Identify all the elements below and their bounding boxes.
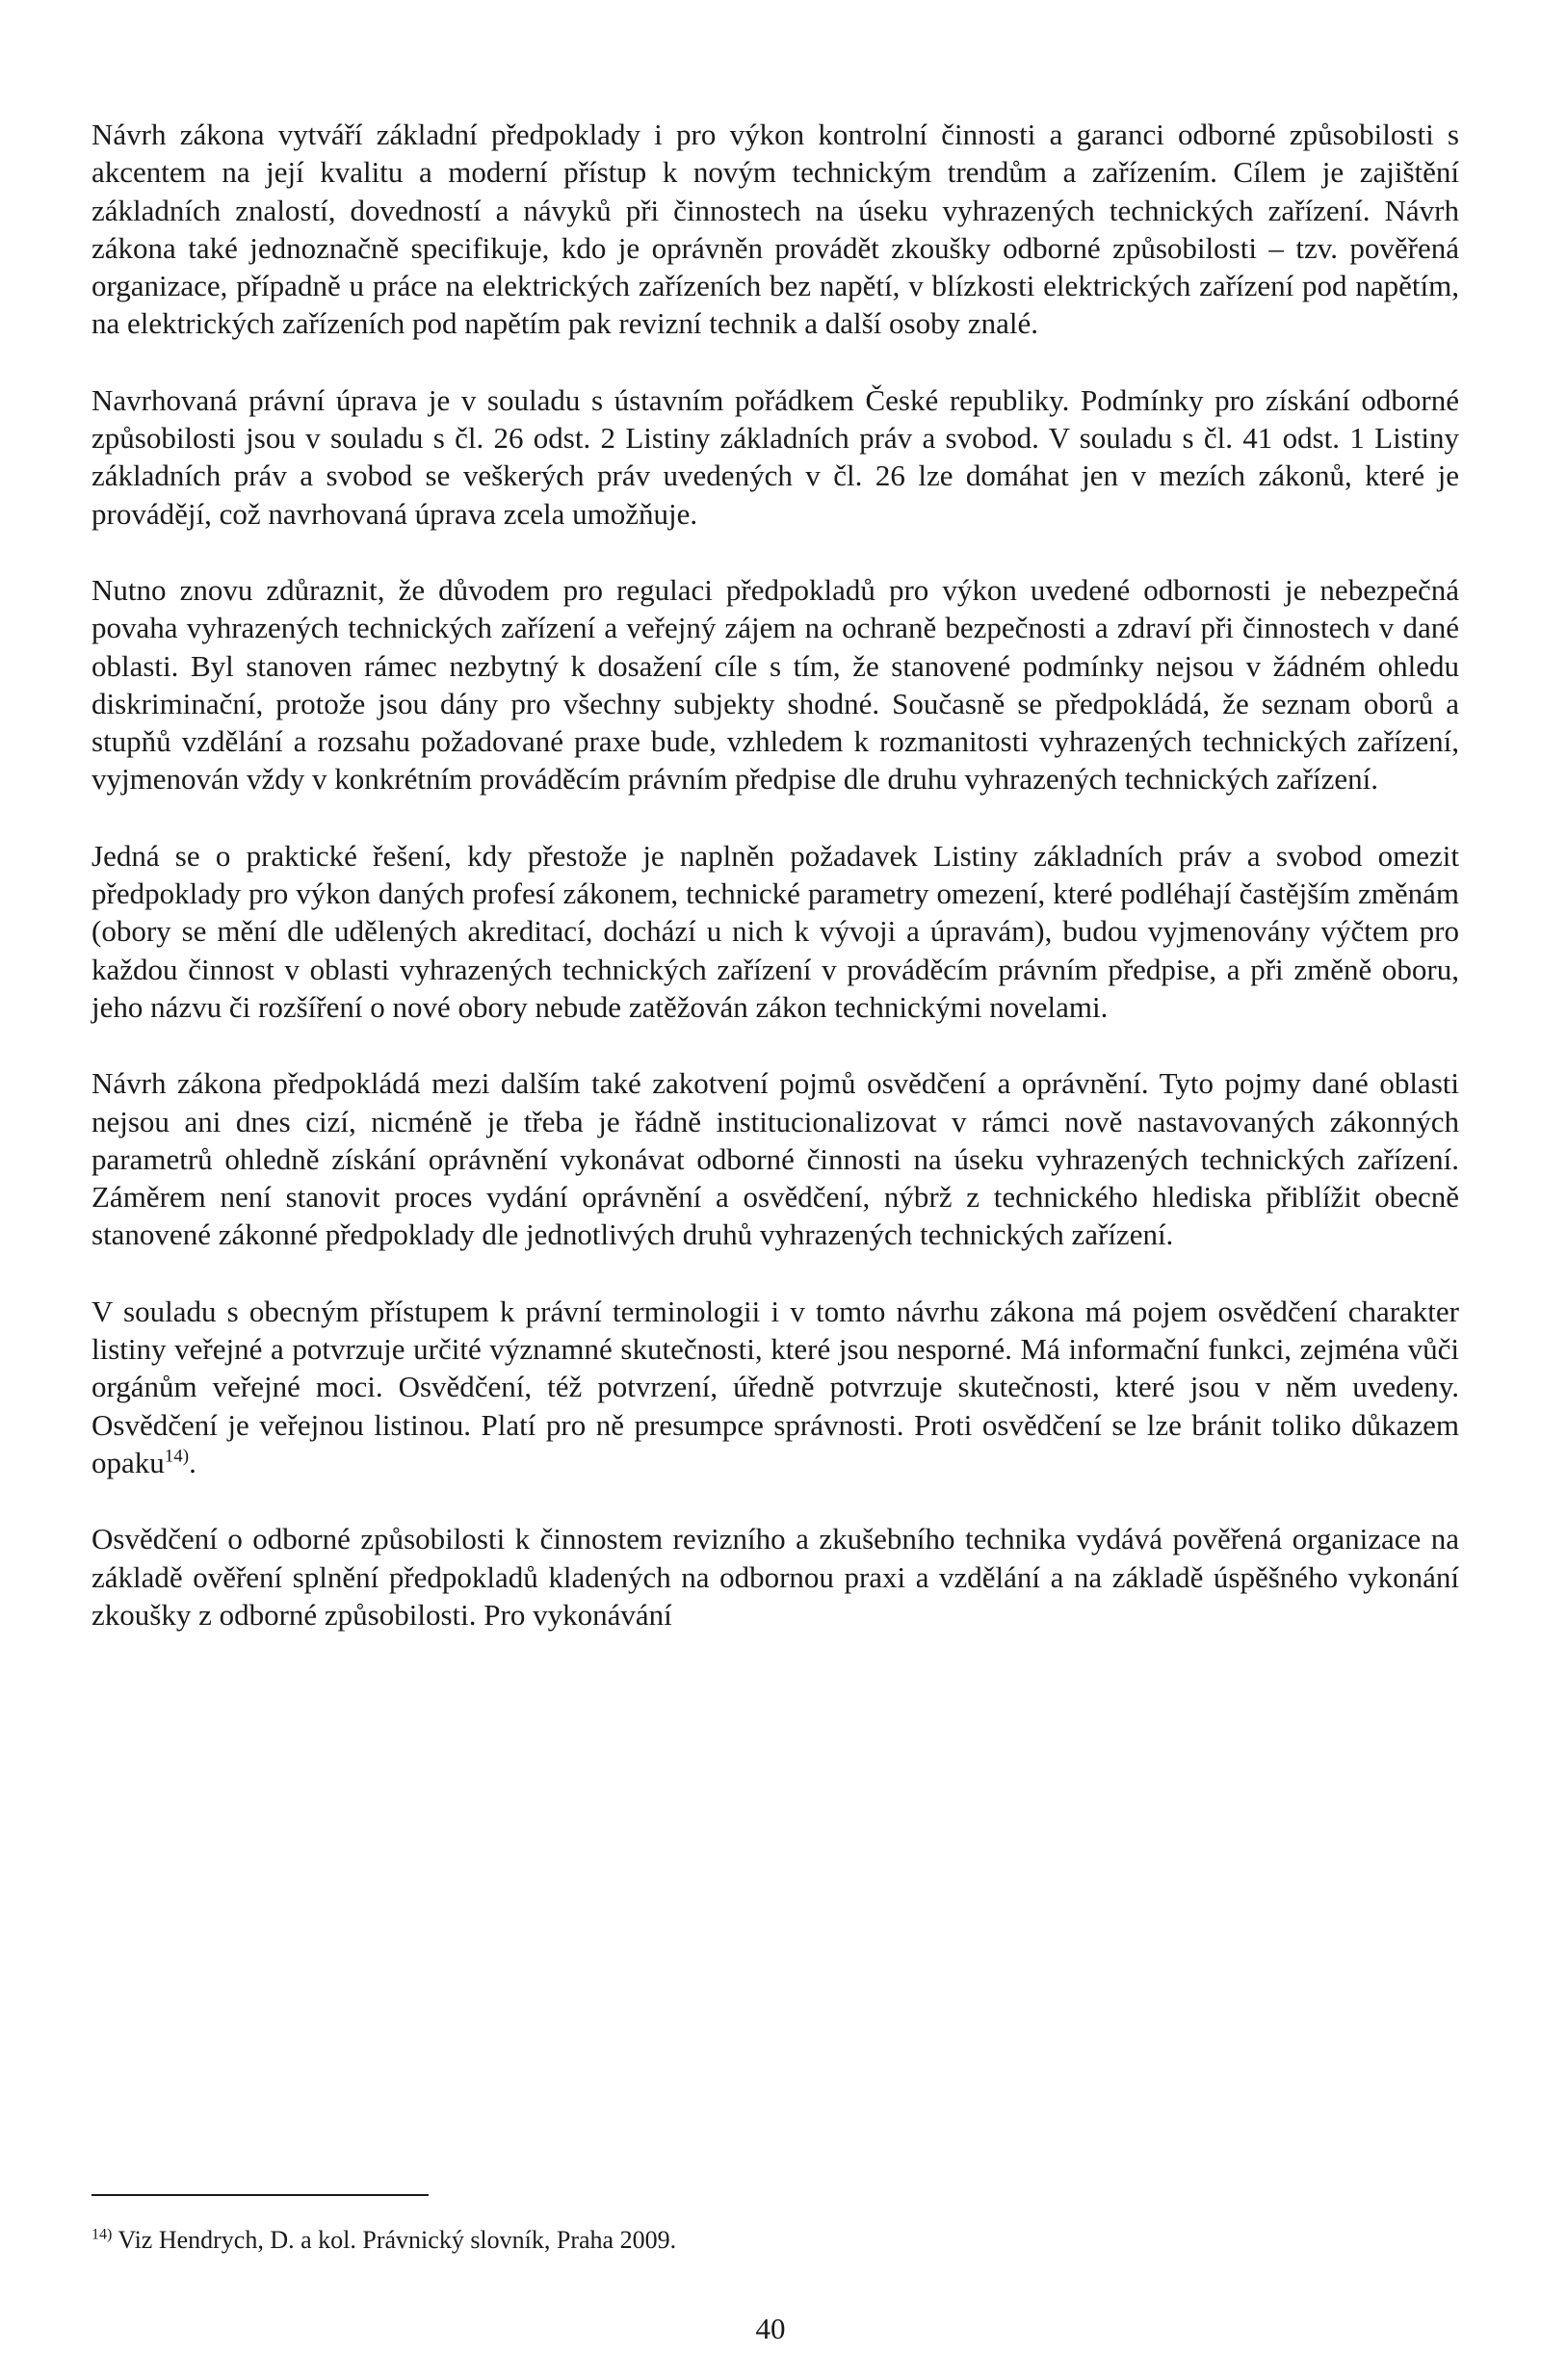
paragraph-7: Osvědčení o odborné způsobilosti k činnostem revizního a zkušebního technika vydává pověřená organizace na základě ověření splnění předpokladů kladených na odbornou praxi a vzdělání a na základě úspěšného vykonání zkoušky z odborné způsobilosti. Pro vykonávání [91,1522,1459,1632]
footnote [91,2225,1459,2256]
paragraph-2: Navrhovaná právní úprava je v souladu s ústavním pořádkem České republiky. Podmínky pro získání odborné způsobilosti jsou v souladu s čl. 26 odst. 2 Listiny základních práv a svobod. V souladu s čl. 41 odst. 1 Listiny základních práv a svobod se veškerých práv uvedených v čl. 26 lze domáhat jen v mezích zákonů, které je provádějí, což navrhovaná úprava zcela umožňuje. [91,382,1459,531]
page-number: 40 [755,2312,786,2345]
footnote-text: Viz Hendrych, D. a kol. Právnický slovník, Praha 2009. [112,2226,677,2254]
paragraph-1: Návrh zákona vytváří základní předpoklady i pro výkon kontrolní činnosti a garanci odborné způsobilosti s akcentem na její kvalitu a moderní přístup k novým technickým trendům a zařízením. Cílem je zajištění základních znalostí, dovedností a návyků při činnostech na úseku vyhrazených technických zařízení. Návrh zákona také jednoznačně specifikuje, kdo je oprávněn provádět zkoušky odborné způsobilosti – tzv. pověřená organizace, případně u práce na elektrických zařízeních bez napětí, v blízkosti elektrických zařízení pod napětím, na elektrických zařízeních pod napětím pak revizní technik a další osoby znalé. [91,118,1459,341]
footnote-reference: 14) [164,1446,190,1467]
footnote-marker: 14) [91,2226,113,2243]
paragraph-6: V souladu s obecným přístupem k právní terminologii i v tomto návrhu zákona má pojem osvědčení charakter listiny veřejné a potvrzuje určité významné skutečnosti, které jsou nesporné. Má informační funkci, zejména vůči orgánům veřejné moci. Osvědčení, též potvrzení, úředně potvrzuje skutečnosti, které jsou v něm uvedeny. Osvědčení je veřejnou listinou. Platí pro ně presumpce správnosti. Proti osvědčení se lze bránit toliko důkazem opaku$^{14)}$. [91,1294,1459,1479]
paragraph-4: Jedná se o praktické řešení, kdy přestože je naplněn požadavek Listiny základních práv a svobod omezit předpoklady pro výkon daných profesí zákonem, technické parametry omezení, které podléhají častějším změnám (obory se mění dle udělených akreditací, dochází u nich k vývoji a úpravám), budou vyjmenovány výčtem pro každou činnost v oblasti vyhrazených technických zařízení v prováděcím právním předpise, a při změně oboru, jeho názvu či rozšíření o nové obory nebude zatěžován zákon technickými novelami. [91,838,1459,1024]
paragraph-3: Nutno znovu zdůraznit, že důvodem pro regulaci předpokladů pro výkon uvedené odbornosti je nebezpečná povaha vyhrazených technických zařízení a veřejný zájem na ochraně bezpečnosti a zdraví při činnostech v dané oblasti. Byl stanoven rámec nezbytný k dosažení cíle s tím, že stanovené podmínky nejsou v žádném ohledu diskriminační, protože jsou dány pro všechny subjekty shodné. Současně se předpokládá, že seznam oborů a stupňů vzdělání a rozsahu požadované praxe bude, vzhledem k rozmanitosti vyhrazených technických zařízení, vyjmenován vždy v konkrétním prováděcím právním předpise dle druhu vyhrazených technických zařízení. [91,572,1459,797]
body-text [91,116,1459,1634]
paragraph-6-text: V souladu s obecným přístupem k právní terminologii i v tomto návrhu zákona má pojem osvědčení charakter listiny veřejné a potvrzuje určité významné skutečnosti, které jsou nesporné. Má informační funkci, zejména vůči orgánům veřejné moci. Osvědčení, též potvrzení, úředně potvrzuje skutečnosti, které jsou v něm uvedeny. Osvědčení je veřejnou listinou. Platí pro ně presumpce správnosti. Proti osvědčení se lze bránit toliko důkazem opaku [91,1294,1459,1479]
paragraph-5: Návrh zákona předpokládá mezi dalším také zakotvení pojmů osvědčení a oprávnění. Tyto pojmy dané oblasti nejsou ani dnes cizí, nicméně je třeba je řádně institucionalizovat v rámci nově nastavovaných zákonných parametrů ohledně získání oprávnění vykonávat odborné činnosti na úseku vyhrazených technických zařízení. Záměrem není stanovit proces vydání oprávnění a osvědčení, nýbrž z technického hlediska přiblížit obecně stanovené zákonné předpoklady dle jednotlivých druhů vyhrazených technických zařízení. [91,1066,1459,1252]
footnote-separator [91,2194,429,2196]
